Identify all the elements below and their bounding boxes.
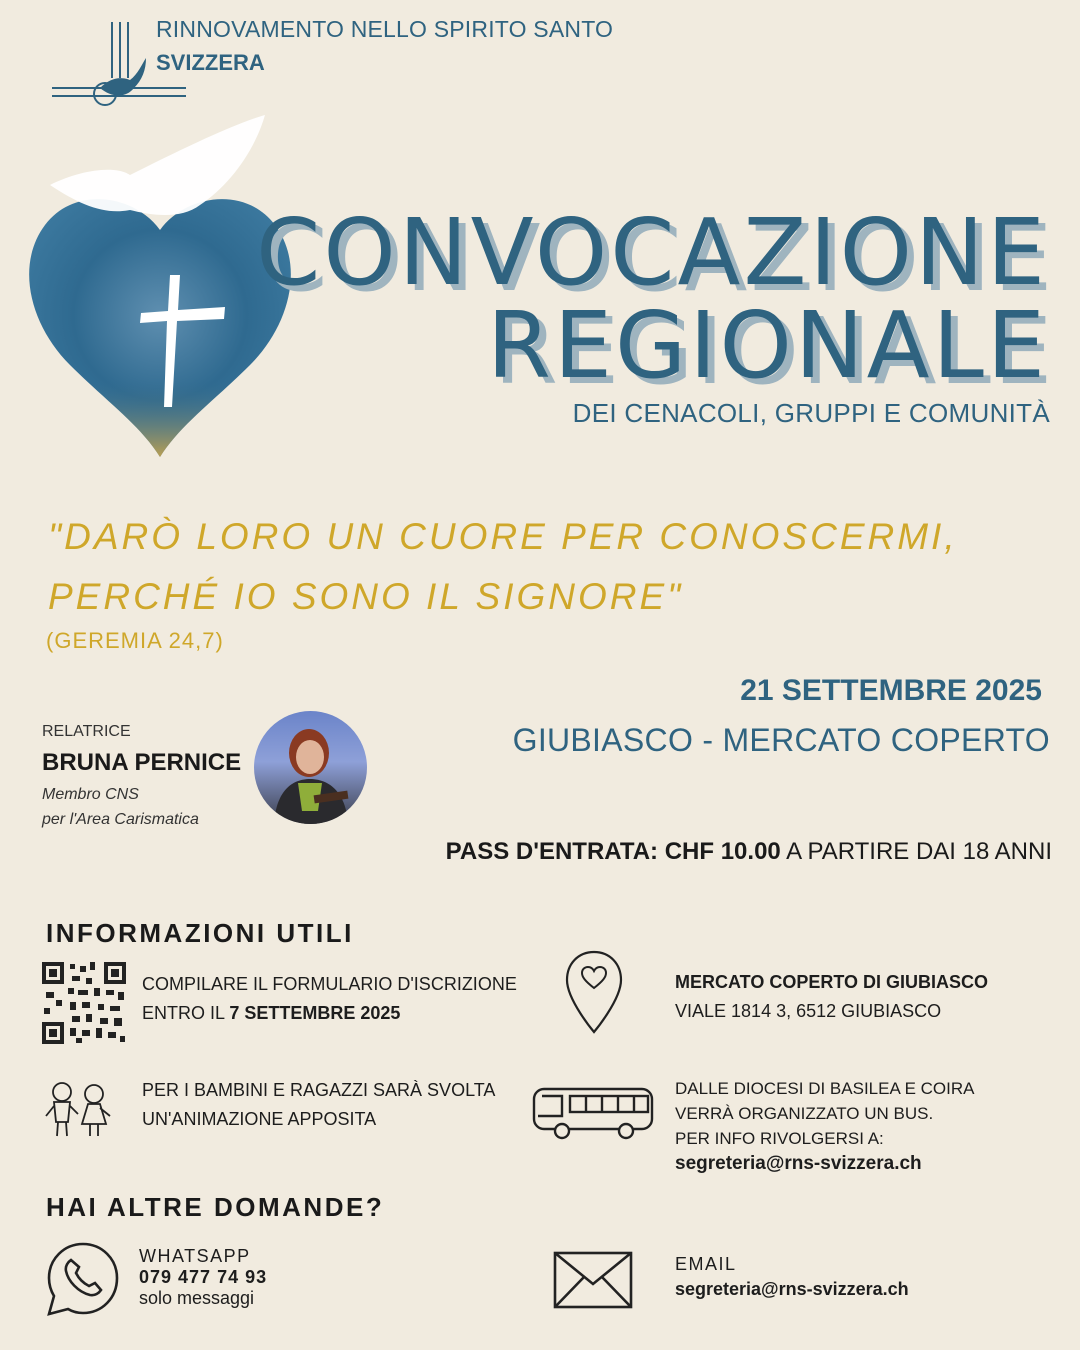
speaker-role: RELATRICE <box>42 723 131 740</box>
whatsapp-number[interactable]: 079 477 74 93 <box>139 1267 268 1287</box>
quote-line2: PERCHÉ IO SONO IL SIGNORE" <box>48 576 684 617</box>
bus-info <box>675 1076 975 1176</box>
quote-reference: (GEREMIA 24,7) <box>46 628 224 653</box>
pass-label: PASS D'ENTRATA: <box>445 838 659 865</box>
whatsapp-info <box>139 1246 267 1309</box>
children-icon <box>44 1080 112 1140</box>
registration-info <box>142 970 517 1028</box>
whatsapp-label: WHATSAPP <box>139 1246 251 1266</box>
kids-line2: UN'ANIMAZIONE APPOSITA <box>142 1109 377 1129</box>
envelope-icon[interactable] <box>552 1250 634 1310</box>
bus-line3: PER INFO RIVOLGERSI A: <box>675 1129 884 1148</box>
speaker-name: BRUNA PERNICE <box>42 749 242 776</box>
entry-pass <box>446 838 1052 866</box>
email-info <box>675 1252 909 1302</box>
quote-line1: "DARÒ LORO UN CUORE PER CONOSCERMI, <box>48 516 958 557</box>
event-title-line1: CONVOCAZIONE <box>256 199 1048 306</box>
whatsapp-note: solo messaggi <box>139 1288 255 1308</box>
org-name: RINNOVAMENTO NELLO SPIRITO SANTO <box>156 16 614 42</box>
kids-info <box>142 1076 495 1134</box>
event-place: GIUBIASCO - MERCATO COPERTO <box>512 722 1050 758</box>
event-subtitle: DEI CENACOLI, GRUPPI E COMUNITÀ <box>572 398 1050 428</box>
map-pin-heart-icon <box>565 950 623 1034</box>
venue-info <box>675 968 988 1026</box>
event-date: 21 SETTEMBRE 2025 <box>740 674 1042 707</box>
pass-price: CHF 10.00 <box>664 838 781 865</box>
bus-line2: VERRÀ ORGANIZZATO UN BUS. <box>675 1104 934 1123</box>
bus-icon <box>530 1086 656 1142</box>
registration-line1: COMPILARE IL FORMULARIO D'ISCRIZIONE <box>142 974 517 994</box>
speaker-photo <box>254 711 367 824</box>
speaker-desc-2: per l'Area Carismatica <box>42 811 199 828</box>
bus-line1: DALLE DIOCESI DI BASILEA E COIRA <box>675 1079 975 1098</box>
email-label: EMAIL <box>675 1254 737 1274</box>
kids-line1: PER I BAMBINI E RAGAZZI SARÀ SVOLTA <box>142 1080 496 1100</box>
whatsapp-icon[interactable] <box>44 1240 122 1318</box>
venue-address: VIALE 1814 3, 6512 GIUBIASCO <box>675 1001 942 1021</box>
email-link[interactable]: segreteria@rns-svizzera.ch <box>675 1279 909 1299</box>
info-heading: INFORMAZIONI UTILI <box>46 918 354 948</box>
venue-name: MERCATO COPERTO DI GIUBIASCO <box>675 972 989 992</box>
pass-note: A PARTIRE DAI 18 ANNI <box>786 838 1052 865</box>
event-title-line2: REGIONALE <box>486 292 1048 399</box>
bus-email-link[interactable]: segreteria@rns-svizzera.ch <box>675 1153 922 1174</box>
registration-deadline: 7 SETTEMBRE 2025 <box>229 1003 401 1023</box>
qr-code-icon[interactable] <box>42 962 126 1044</box>
org-region: SVIZZERA <box>156 50 265 75</box>
contact-heading: HAI ALTRE DOMANDE? <box>46 1192 385 1222</box>
speaker-desc-1: Membro CNS <box>42 786 139 803</box>
registration-line2: ENTRO IL 7 SETTEMBRE 2025 <box>142 1003 401 1023</box>
